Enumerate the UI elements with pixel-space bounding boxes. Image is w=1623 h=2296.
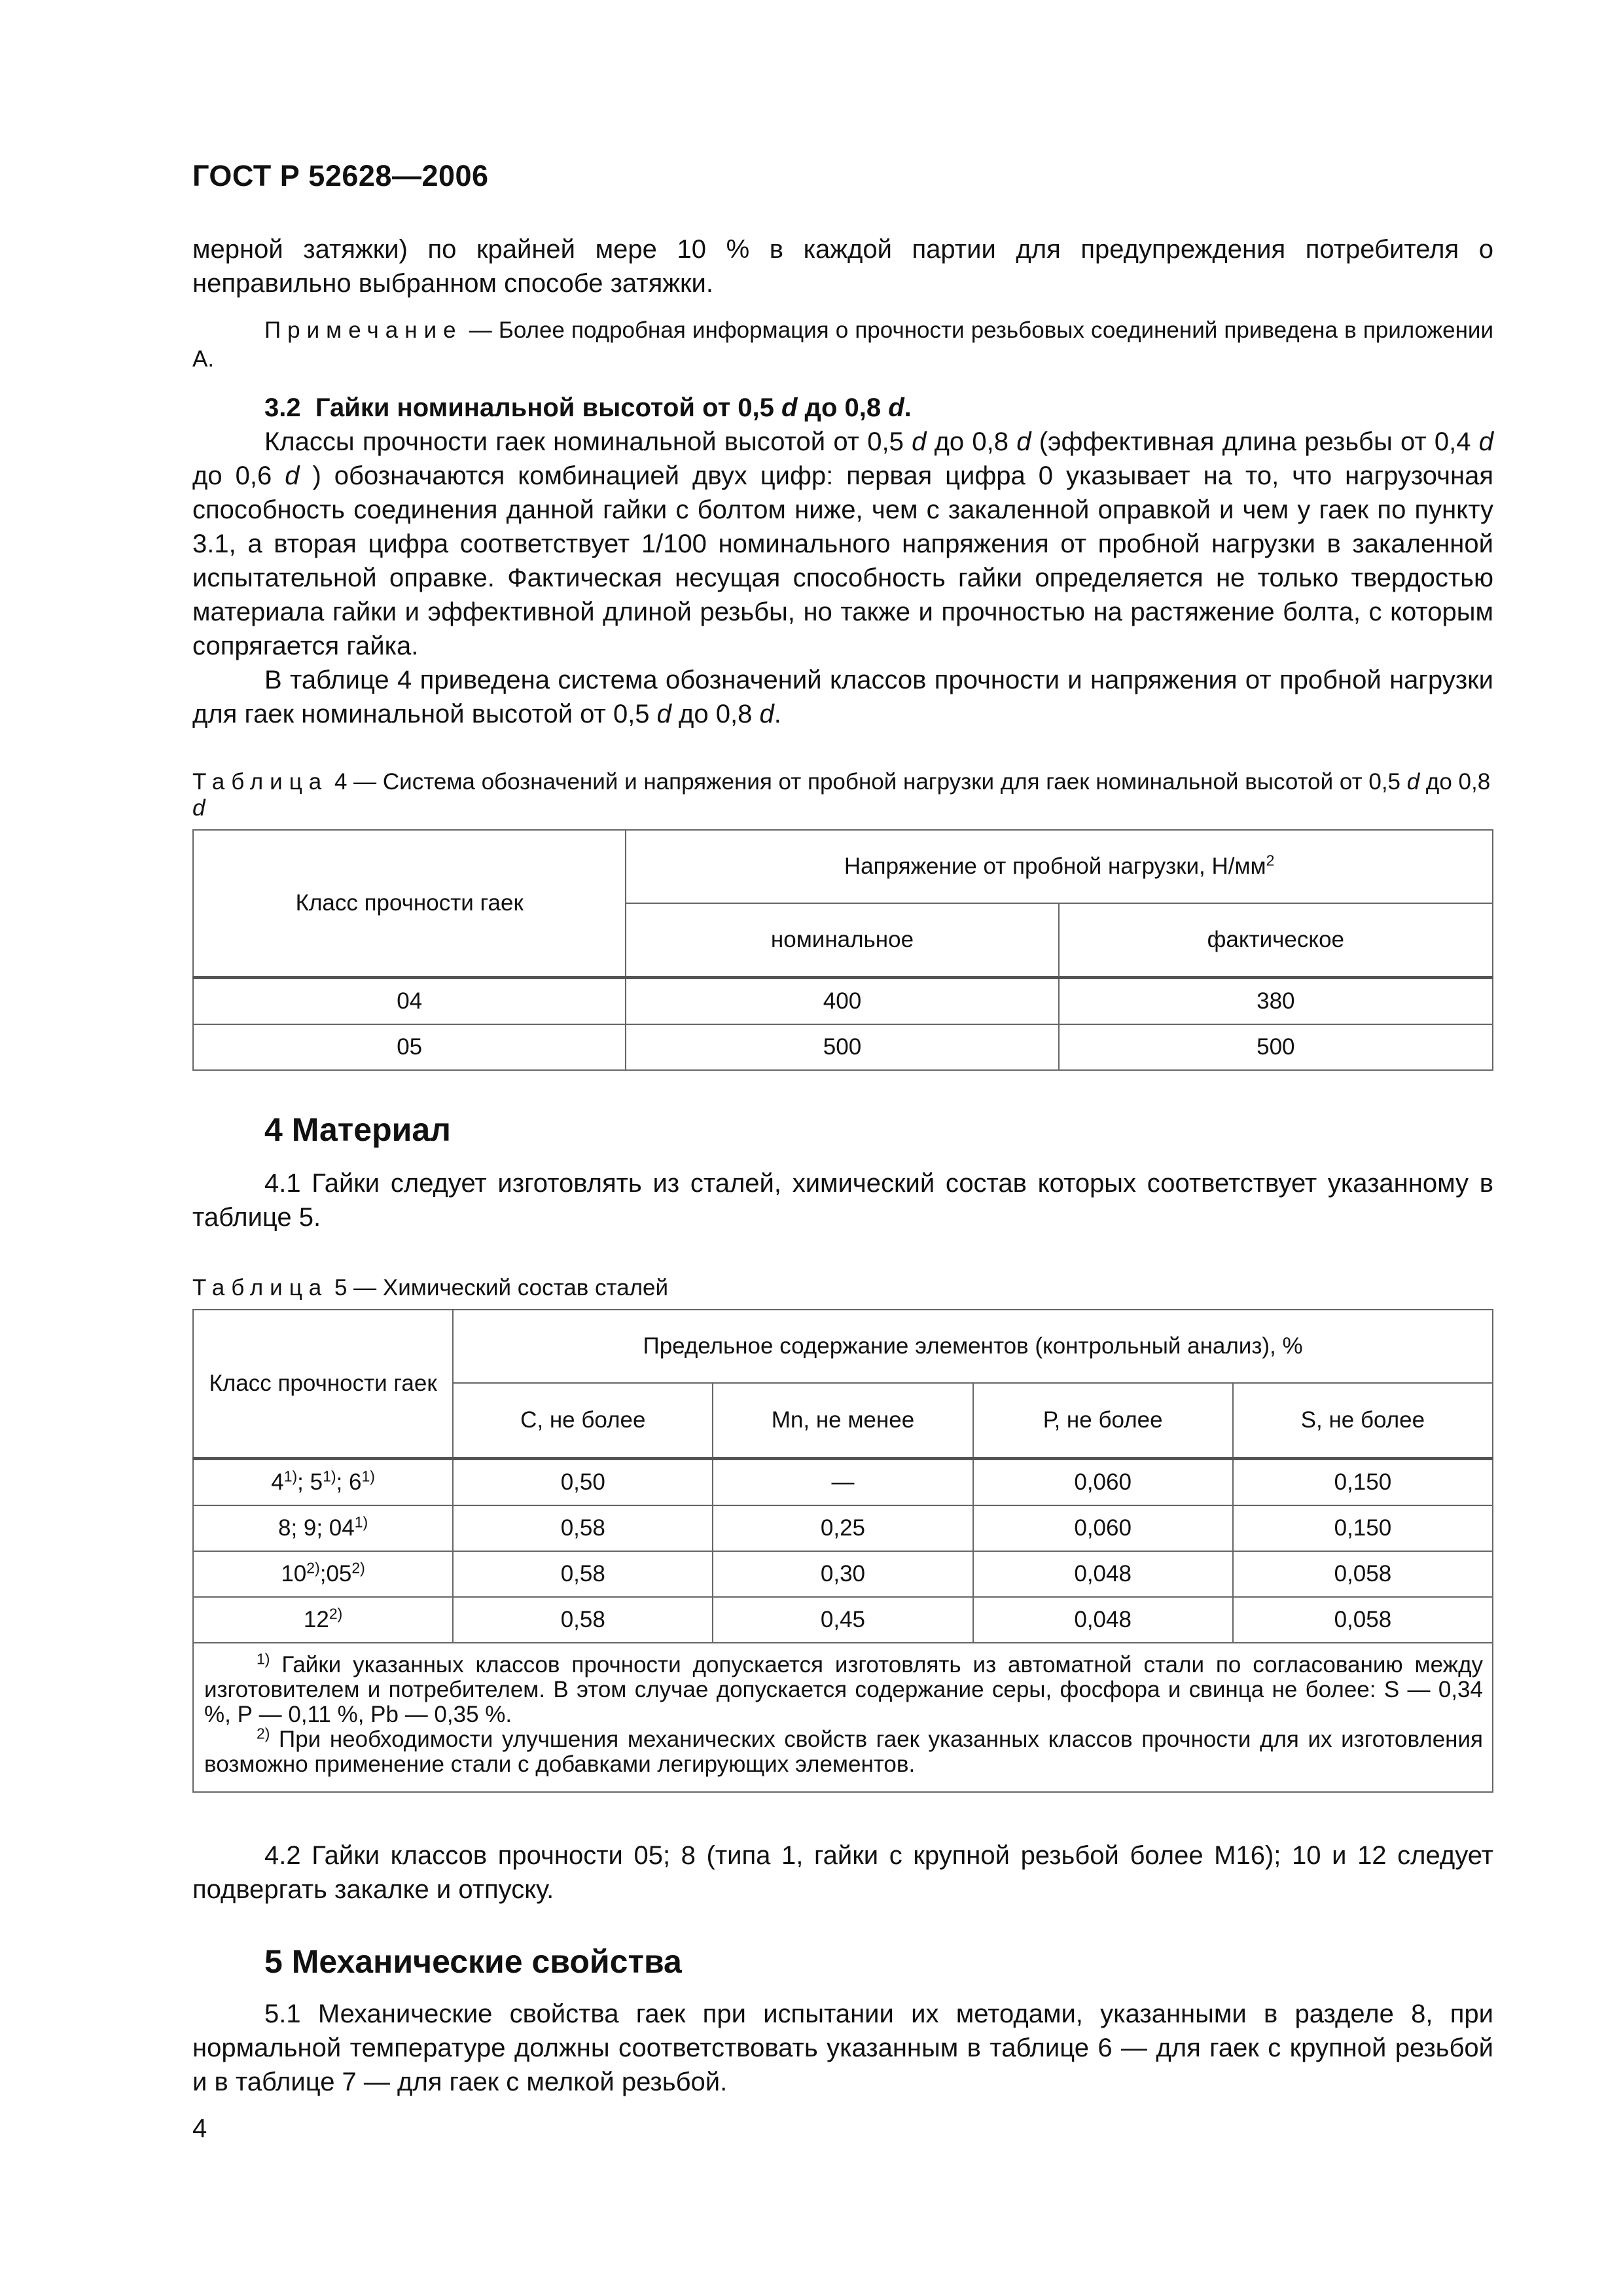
text: (эффективная длина резьбы от 0,4 bbox=[1031, 427, 1479, 456]
var-d: d bbox=[656, 700, 671, 728]
header-s: S, не более bbox=[1233, 1383, 1493, 1459]
cell-s: 0,058 bbox=[1233, 1551, 1493, 1597]
footnote-1 bbox=[204, 1650, 1483, 1727]
footnote-marker: 1) bbox=[257, 1650, 270, 1668]
cell-mn: 0,45 bbox=[713, 1597, 972, 1643]
section-4-1-paragraph: 4.1 Гайки следует изготовлять из сталей, химический состав которых соответствует указанному в таблице 5. bbox=[192, 1169, 1493, 1232]
class-part: 10 bbox=[281, 1561, 307, 1587]
caption-text: до 0,8 bbox=[1419, 769, 1491, 795]
intro-paragraph: мерной затяжки) по крайней мере 10 % в каждой партии для предупреждения потребителя о неправильно выбранном способе затяжки. bbox=[192, 235, 1493, 298]
title-part: . bbox=[904, 393, 912, 422]
class-part: 12 bbox=[303, 1607, 329, 1632]
header-p: Р, не более bbox=[973, 1383, 1233, 1459]
section-number: 3.2 bbox=[264, 393, 301, 422]
footnote-ref: 2) bbox=[329, 1605, 343, 1623]
cell-s: 0,150 bbox=[1233, 1505, 1493, 1551]
cell-c: 0,58 bbox=[453, 1597, 713, 1643]
section-5-1-paragraph: 5.1 Механические свойства гаек при испытании их методами, указанными в разделе 8, при нормальной температуре должны соответствовать указанным в таблице 6 — для гаек с крупной резьбой и в таблице 7 — для гаек с мелкой резьбой. bbox=[192, 2000, 1493, 2096]
caption-text: — Химический состав сталей bbox=[347, 1275, 669, 1300]
var-d: d bbox=[285, 461, 300, 490]
header-actual: фактическое bbox=[1059, 903, 1493, 978]
text: . bbox=[774, 700, 781, 728]
header-class: Класс прочности гаек bbox=[193, 1310, 453, 1459]
cell-actual: 380 bbox=[1059, 978, 1493, 1025]
document-body bbox=[192, 232, 1493, 2099]
note-text: — Более подробная информация о прочности резьбовых соединений приведена в приложении А. bbox=[192, 317, 1493, 372]
cell-s: 0,058 bbox=[1233, 1597, 1493, 1643]
text: В таблице 4 приведена система обозначений классов прочности и напряжения от пробной нагрузки для гаек номинальной высотой от 0,5 bbox=[192, 666, 1493, 728]
cell-p: 0,060 bbox=[973, 1459, 1233, 1506]
var-d: d bbox=[1478, 427, 1493, 456]
section-5-title: 5 Механические свойства bbox=[264, 1943, 682, 1980]
text: до 0,6 bbox=[192, 461, 285, 490]
header-mn: Mn, не менее bbox=[713, 1383, 972, 1459]
class-part: ;05 bbox=[319, 1561, 352, 1587]
header-limit: Предельное содержание элементов (контрольный анализ), % bbox=[453, 1310, 1493, 1383]
var-d: d bbox=[1406, 769, 1420, 795]
header-stress bbox=[626, 830, 1493, 903]
section-4-2-paragraph: 4.2 Гайки классов прочности 05; 8 (типа 1, гайки с крупной резьбой более М16); 10 и 12 следует подвергать закалке и отпуску. bbox=[192, 1841, 1493, 1904]
cell-p: 0,060 bbox=[973, 1505, 1233, 1551]
cell-c: 0,58 bbox=[453, 1551, 713, 1597]
table-row bbox=[193, 1505, 1493, 1551]
class-part: 4 bbox=[271, 1469, 284, 1495]
header-class: Класс прочности гаек bbox=[193, 830, 626, 978]
text: до 0,8 bbox=[926, 427, 1017, 456]
footnote-ref: 1) bbox=[283, 1467, 298, 1485]
class-part: ; 5 bbox=[297, 1469, 323, 1495]
footnote-ref: 2) bbox=[306, 1559, 320, 1577]
footnote-ref: 1) bbox=[354, 1513, 368, 1531]
footnote-ref: 1) bbox=[323, 1467, 336, 1485]
cell-nominal: 500 bbox=[626, 1024, 1058, 1070]
page-number: 4 bbox=[192, 2114, 207, 2143]
cell-class bbox=[193, 1551, 453, 1597]
caption-number: 5 bbox=[334, 1275, 348, 1300]
table-5-caption bbox=[192, 1275, 1493, 1301]
note-label: Примечание bbox=[264, 317, 463, 343]
cell-class: 05 bbox=[193, 1024, 626, 1070]
cell-mn: — bbox=[713, 1459, 972, 1506]
table-4 bbox=[192, 829, 1493, 1071]
section-3-2-paragraph-2 bbox=[192, 663, 1493, 731]
var-d: d bbox=[1016, 427, 1031, 456]
table-row bbox=[193, 1459, 1493, 1506]
cell-c: 0,58 bbox=[453, 1505, 713, 1551]
cell-mn: 0,25 bbox=[713, 1505, 972, 1551]
title-part: Гайки номинальной высотой от 0,5 bbox=[315, 393, 781, 422]
footnote-2 bbox=[204, 1727, 1483, 1777]
table-row bbox=[193, 1551, 1493, 1597]
caption-label: Таблица bbox=[192, 769, 329, 795]
text: Классы прочности гаек номинальной высотой от 0,5 bbox=[264, 427, 912, 456]
caption-text: — Система обозначений и напряжения от пробной нагрузки для гаек номинальной высотой от 0,5 bbox=[347, 769, 1407, 795]
footnote-marker: 2) bbox=[257, 1725, 270, 1742]
footnote-text: Гайки указанных классов прочности допускается изготовлять из автоматной стали по согласованию между изготовителем и потребителем. В этом случае допускается содержание серы, фосфора и свинца не более: S — 0,34 %, Р — 0,11 %, Pb — 0,35 %. bbox=[204, 1652, 1483, 1727]
table-5 bbox=[192, 1309, 1493, 1793]
cell-nominal: 400 bbox=[626, 978, 1058, 1025]
cell-class bbox=[193, 1505, 453, 1551]
footnote-text: При необходимости улучшения механических свойств гаек указанных классов прочности для их изготовления возможно применение стали с добавками легирующих элементов. bbox=[204, 1727, 1483, 1777]
var-d: d bbox=[912, 427, 927, 456]
header-stress-text: Напряжение от пробной нагрузки, Н/мм bbox=[844, 853, 1266, 879]
section-4-title: 4 Материал bbox=[264, 1111, 451, 1148]
caption-label: Таблица bbox=[192, 1275, 329, 1300]
footnote-ref: 1) bbox=[361, 1467, 375, 1485]
cell-class bbox=[193, 1597, 453, 1643]
table-row bbox=[193, 1597, 1493, 1643]
var-d: d bbox=[888, 393, 904, 422]
cell-mn: 0,30 bbox=[713, 1551, 972, 1597]
section-3-2-paragraph-1 bbox=[192, 425, 1493, 663]
cell-p: 0,048 bbox=[973, 1551, 1233, 1597]
section-3-2-title bbox=[192, 391, 1493, 425]
superscript: 2 bbox=[1266, 852, 1275, 869]
cell-class: 04 bbox=[193, 978, 626, 1025]
table-5-footnotes bbox=[193, 1643, 1493, 1792]
class-part: 8; 9; 04 bbox=[277, 1515, 355, 1541]
var-d: d bbox=[781, 393, 798, 422]
cell-c: 0,50 bbox=[453, 1459, 713, 1506]
note bbox=[192, 316, 1493, 374]
footnote-ref: 2) bbox=[351, 1559, 365, 1577]
cell-class bbox=[193, 1459, 453, 1506]
header-c: С, не более bbox=[453, 1383, 713, 1459]
cell-p: 0,048 bbox=[973, 1597, 1233, 1643]
text: до 0,8 bbox=[671, 700, 760, 728]
caption-number: 4 bbox=[334, 769, 348, 795]
cell-s: 0,150 bbox=[1233, 1459, 1493, 1506]
title-part: до 0,8 bbox=[797, 393, 889, 422]
var-d: d bbox=[759, 700, 774, 728]
var-d: d bbox=[192, 795, 205, 821]
table-4-caption bbox=[192, 769, 1493, 821]
document-header: ГОСТ Р 52628—2006 bbox=[192, 159, 489, 192]
cell-actual: 500 bbox=[1059, 1024, 1493, 1070]
text: ) обозначаются комбинацией двух цифр: первая цифра 0 указывает на то, что нагрузочная способность соединения данной гайки с болтом ниже, чем с закаленной оправкой и чем у гаек по пункту 3.1, а вторая цифра соответствует 1/100 номинального напряжения от пробной нагрузки в закаленной испытательной оправке. Фактическая несущая способность гайки определяется не только твердостью материала гайки и эффективной длиной резьбы, но также и прочностью на растяжение болта, с которым сопрягается гайка. bbox=[192, 461, 1493, 660]
table-row bbox=[193, 978, 1493, 1025]
header-nominal: номинальное bbox=[626, 903, 1058, 978]
table-row bbox=[193, 1024, 1493, 1070]
class-part: ; 6 bbox=[336, 1469, 362, 1495]
